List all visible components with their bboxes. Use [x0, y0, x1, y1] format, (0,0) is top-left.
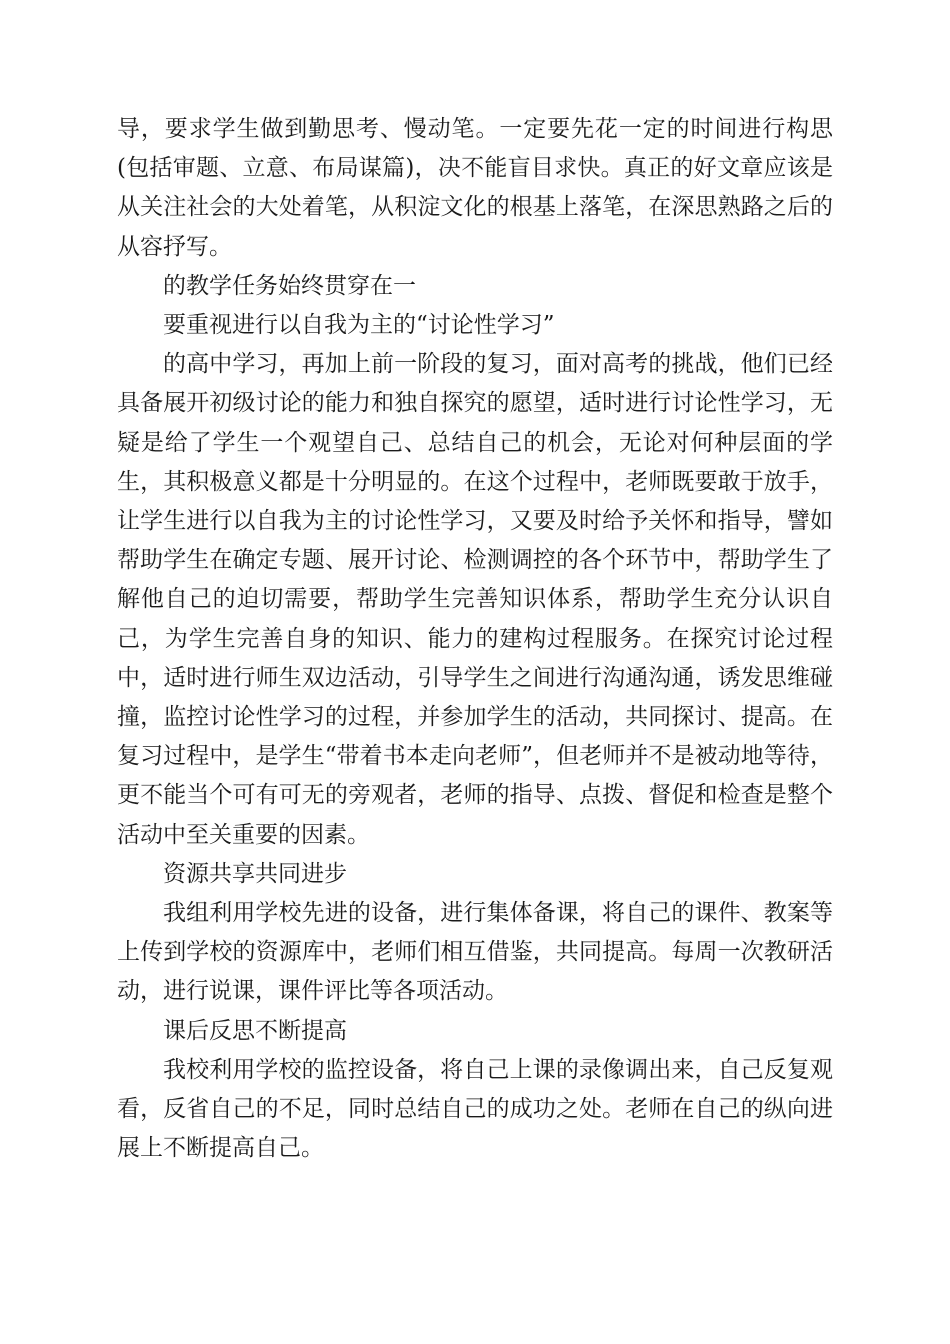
paragraph-reflection: 我校利用学校的监控设备，将自己上课的录像调出来，自己反复观看，反省自己的不足，同时总结自己的成功之处。老师在自己的纵向进展上不断提高自己。: [117, 1056, 833, 1162]
section-heading-resource-sharing: 资源共享共同进步: [163, 860, 347, 887]
section-heading-teaching-task: 的教学任务始终贯穿在一: [163, 272, 416, 299]
paragraph-discussion-learning: 的高中学习，再加上前一阶段的复习，面对高考的挑战，他们已经具备展开初级讨论的能力和独自探究的愿望，适时进行讨论性学习，无疑是给了学生一个观望自己、总结自己的机会，无论对何种层面的学生，其积极意义都是十分明显的。在这个过程中，老师既要敢于放手，让学生进行以自我为主的讨论性学习，又要及时给予关怀和指导，譬如帮助学生在确定专题、展开讨论、检测调控的各个环节中，帮助学生了解他自己的迫切需要，帮助学生完善知识体系，帮助学生充分认识自己，为学生完善自身的知识、能力的建构过程服务。在探究讨论过程中，适时进行师生双边活动，引导学生之间进行沟通沟通，诱发思维碰撞，监控讨论性学习的过程，并参加学生的活动，共同探讨、提高。在复习过程中，是学生“带着书本走向老师”，但老师并不是被动地等待，更不能当个可有可无的旁观者，老师的指导、点拨、督促和检查是整个活动中至关重要的因素。: [117, 351, 833, 848]
paragraph-resource-sharing: 我组利用学校先进的设备，进行集体备课，将自己的课件、教案等上传到学校的资源库中，老师们相互借鉴，共同提高。每周一次教研活动，进行说课，课件评比等各项活动。: [117, 900, 833, 1005]
document-body: [117, 110, 833, 1168]
section-heading-reflection: 课后反思不断提高: [163, 1017, 347, 1044]
section-heading-discussion-learning: 要重视进行以自我为主的“讨论性学习”: [163, 312, 555, 339]
paragraph-continuation: 导，要求学生做到勤思考、慢动笔。一定要先花一定的时间进行构思(包括审题、立意、布局谋篇)，决不能盲目求快。真正的好文章应该是从关注社会的大处着笔，从积淀文化的根基上落笔，在深思熟路之后的从容抒写。: [117, 116, 833, 260]
